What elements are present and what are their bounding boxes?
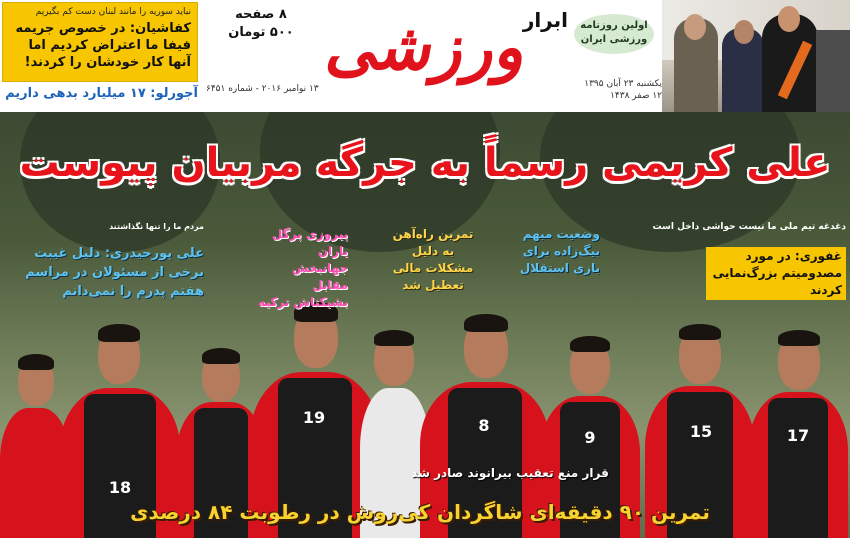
- issue-price: ۵۰۰ تومان: [228, 25, 294, 40]
- photo-head: [734, 20, 754, 44]
- player-hair: [570, 336, 610, 352]
- gregorian-dateline: ۱۳ نوامبر ۲۰۱۶ - شماره ۶۴۵۱: [206, 84, 319, 94]
- left-story-headline[interactable]: علی پورحیدری: دلیل غیبت برخی از مسئولان در مراسم هفتم پدرم را نمی‌دانم: [25, 246, 204, 299]
- player-hair: [464, 314, 508, 332]
- pink-story-headline[interactable]: پیروزی پرگل یاران جهانبخش مقابل بشیکتاش ترکیه: [258, 227, 348, 309]
- jersey-number: 9: [584, 428, 596, 447]
- photo-head: [778, 6, 800, 32]
- photo-caption-small[interactable]: قرار منع تعقیب بیرانوند صادر شد: [411, 466, 609, 480]
- persian-dateline: یکشنبه ۲۳ آبان ۱۳۹۵ ۱۲ صفر ۱۴۳۸: [584, 79, 662, 101]
- jersey-number: 17: [786, 426, 810, 445]
- jersey-number: 19: [302, 408, 326, 427]
- player-jersey: [0, 408, 70, 538]
- player-vest: [768, 398, 828, 538]
- player-hair: [18, 354, 54, 370]
- logo-prefix: ابرار: [522, 8, 568, 32]
- logo-wordmark: ورزشی: [321, 10, 535, 85]
- jersey-number: 15: [689, 422, 713, 441]
- jersey-number: 18: [108, 478, 132, 497]
- header-photo-handshake[interactable]: [662, 0, 850, 112]
- left-story-kicker: مردم ما را تنها نگذاشتند: [109, 222, 204, 231]
- newspaper-logo: [322, 2, 568, 90]
- photo-caption-main[interactable]: تمرین ۹۰ دقیقه‌ای شاگردان کی‌روش در رطوبت ۸۴ درصدی: [130, 500, 710, 524]
- masthead-header: [0, 0, 850, 112]
- issue-info: [206, 6, 316, 42]
- player-hair: [679, 324, 721, 340]
- ghafouri-story-headline[interactable]: غفوری: در مورد مصدومیتم بزرگ‌نمایی کردند: [706, 247, 846, 300]
- teaser-subheadline[interactable]: آجورلو: ۱۷ میلیارد بدهی داریم: [5, 86, 198, 101]
- jersey-number: 8: [478, 416, 490, 435]
- page-count: ۸ صفحه: [235, 7, 287, 22]
- badge-line-2: ورزشی ایران: [580, 34, 648, 45]
- teaser-headline: کفاشیان: در خصوص جریمه فیفا ما اعتراض کردیم اما آنها کار خودشان را کردند!: [15, 21, 191, 70]
- player-figure: [748, 312, 848, 538]
- yellow-story-headline[interactable]: تمرین راه‌آهن به دلیل مشکلات مالی تعطیل شد: [392, 227, 474, 292]
- photo-head: [684, 14, 706, 40]
- player-hair: [202, 348, 240, 364]
- player-hair: [374, 330, 414, 346]
- badge-line-1: اولین روزنامه: [580, 20, 648, 31]
- right-story-kicker: دغدغه تیم ملی ما نیست حواشی داخل است: [652, 222, 846, 232]
- photo-person-background: [816, 30, 850, 112]
- first-sports-daily-badge: [574, 14, 654, 54]
- player-hair: [778, 330, 820, 346]
- main-headline[interactable]: علی کریمی رسماً به جرگه مربیان پیوست: [19, 140, 831, 186]
- teaser-kicker: نباید سوریه را مانند لبنان دست کم بگیریم: [35, 7, 191, 17]
- blue-story-headline[interactable]: وضعیت مبهم بیگ‌زاده برای بازی استقلال: [519, 227, 600, 275]
- player-figure: [0, 338, 70, 538]
- player-hair: [98, 324, 140, 342]
- top-left-teaser-box[interactable]: [2, 2, 198, 82]
